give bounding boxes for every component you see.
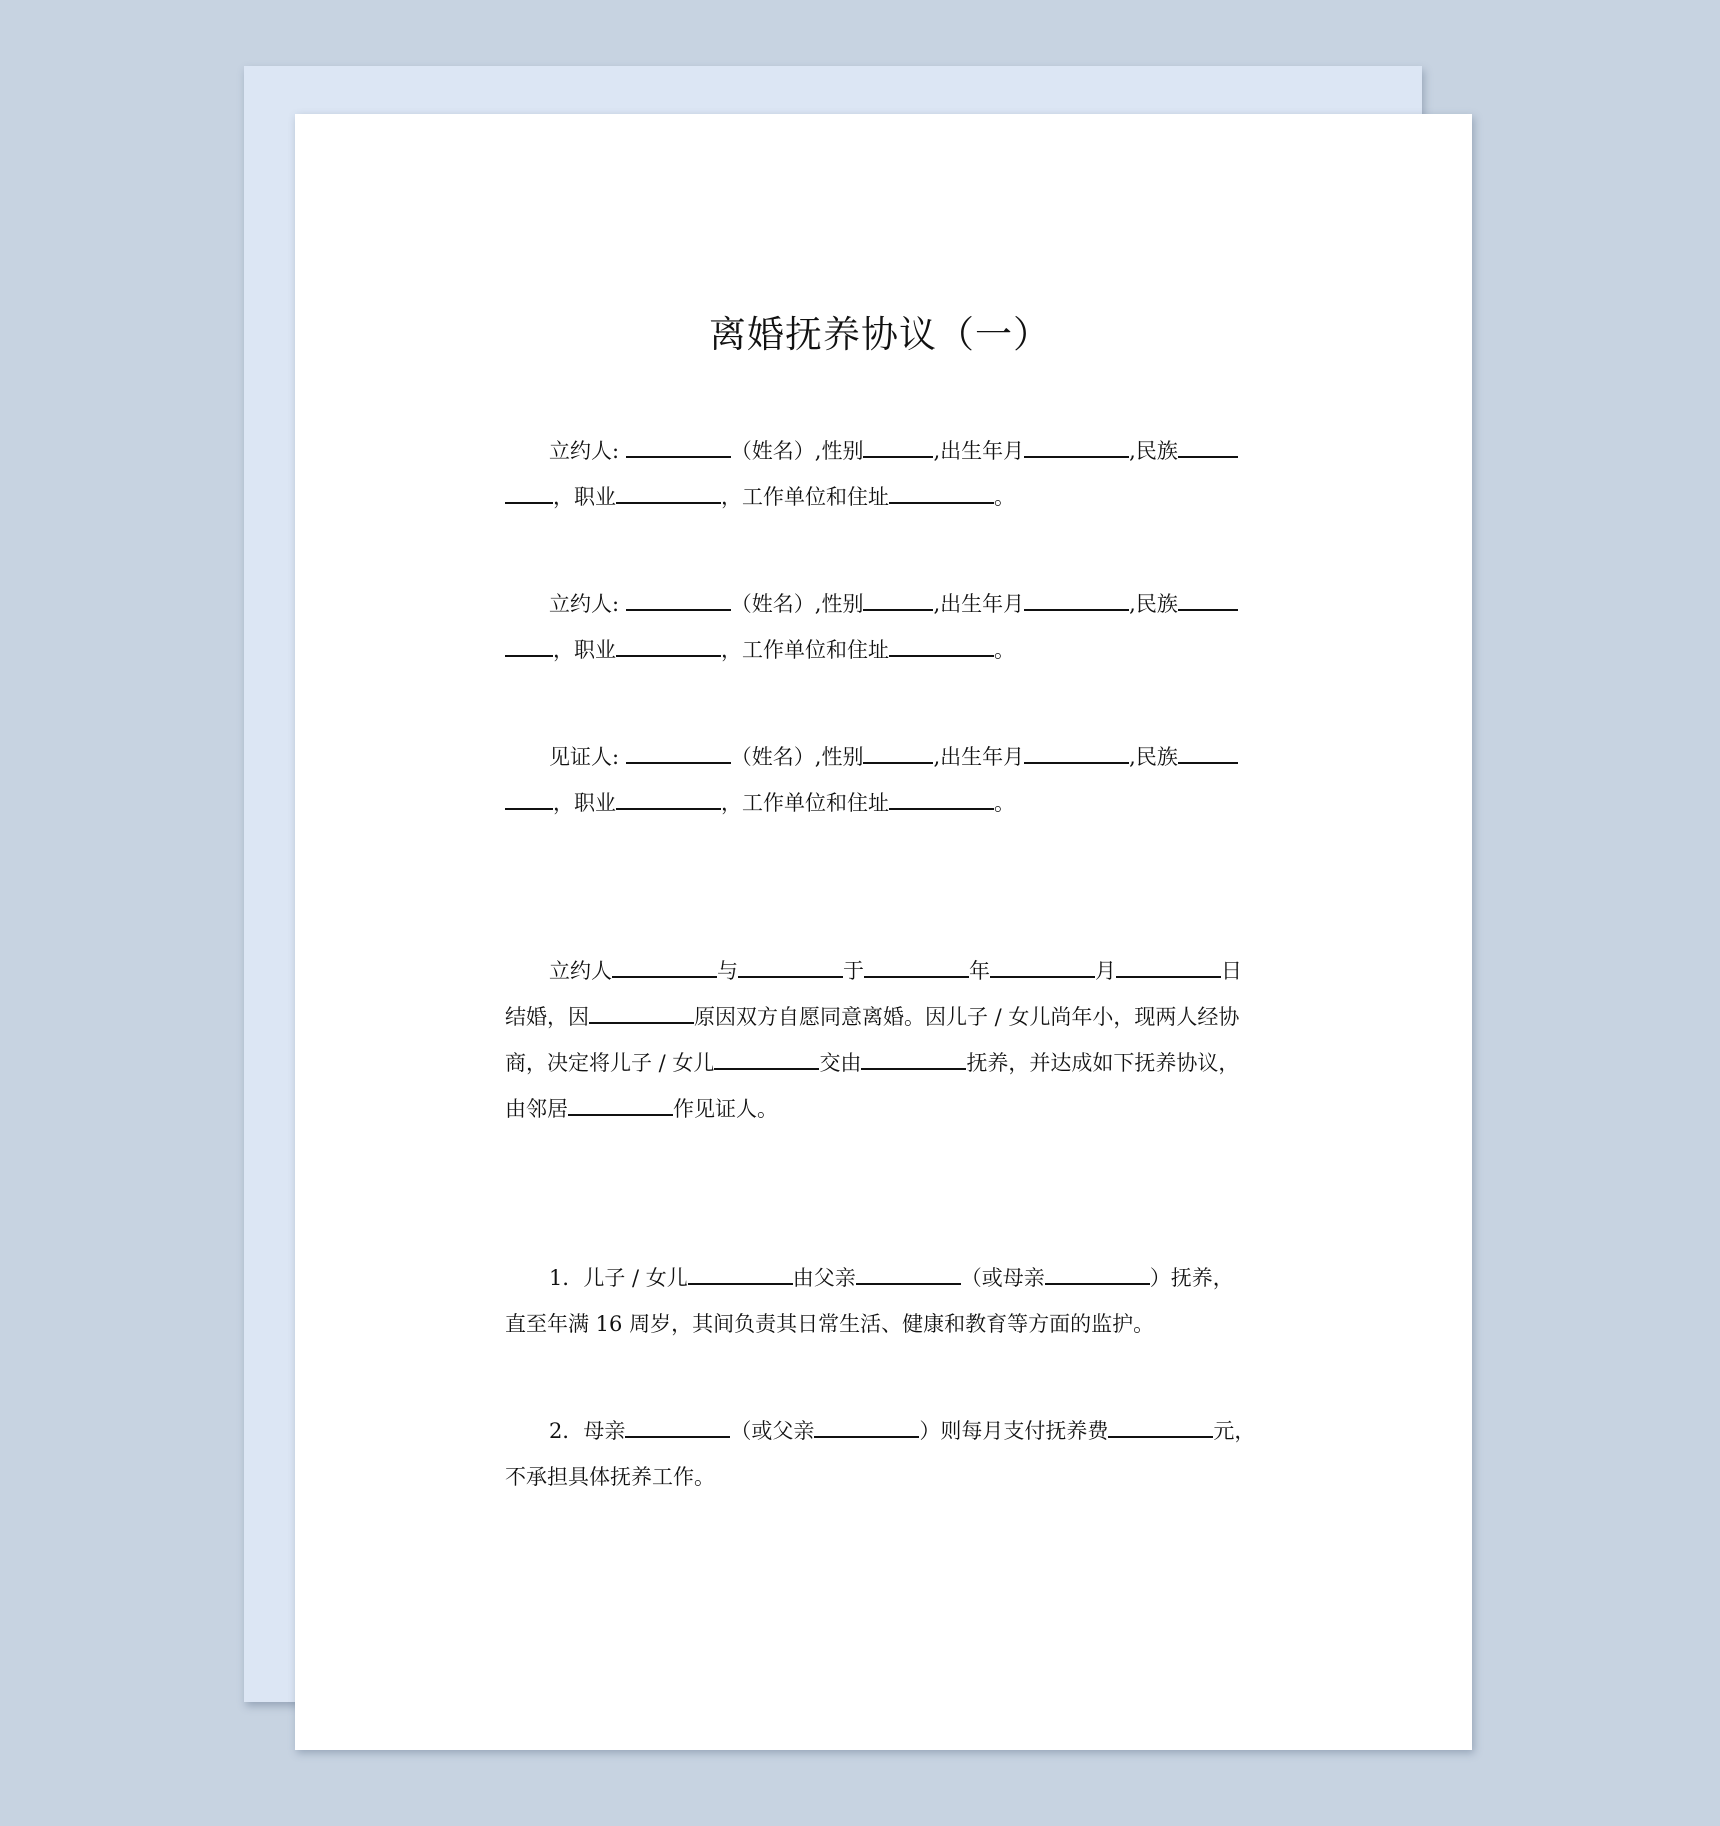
party-b-blank[interactable] [738, 956, 843, 978]
birth-blank[interactable] [1024, 436, 1129, 458]
mother-blank[interactable] [625, 1416, 730, 1438]
occupation-blank[interactable] [616, 635, 721, 657]
birth-blank[interactable] [1024, 742, 1129, 764]
ethnicity-blank-cont[interactable] [505, 788, 553, 810]
name-blank[interactable] [626, 742, 731, 764]
workplace-blank[interactable] [889, 635, 994, 657]
name-hint: （姓名） [730, 745, 815, 769]
child-name-blank[interactable] [688, 1263, 793, 1285]
ethnicity-blank[interactable] [1178, 742, 1238, 764]
day-blank[interactable] [1116, 956, 1221, 978]
guardian-blank[interactable] [861, 1048, 966, 1070]
ethnicity-blank-cont[interactable] [505, 482, 553, 504]
ethnicity-blank[interactable] [1178, 436, 1238, 458]
ethnicity-blank-cont[interactable] [505, 635, 553, 657]
clause-2: 2．母亲 （或父亲 ）则每月支付抚养费 元， 不承担具体抚养工作。 [505, 1408, 1275, 1500]
neighbor-blank[interactable] [568, 1094, 673, 1116]
gender-blank[interactable] [863, 742, 933, 764]
witness-block: 见证人: （姓名）,性别 ,出生年月 ,民族 ，职业 ，工作单位和住址 。 [505, 734, 1275, 826]
name-hint: （姓名） [730, 592, 815, 616]
reason-blank[interactable] [589, 1002, 694, 1024]
workplace-blank[interactable] [889, 788, 994, 810]
name-blank[interactable] [626, 589, 731, 611]
name-hint: （姓名） [730, 439, 815, 463]
child-blank[interactable] [714, 1048, 819, 1070]
father-blank[interactable] [814, 1416, 919, 1438]
gender-blank[interactable] [863, 589, 933, 611]
gender-blank[interactable] [863, 436, 933, 458]
amount-blank[interactable] [1108, 1416, 1213, 1438]
ethnicity-blank[interactable] [1178, 589, 1238, 611]
document-title: 离婚抚养协议（一） [709, 313, 1051, 356]
month-blank[interactable] [990, 956, 1095, 978]
workplace-blank[interactable] [889, 482, 994, 504]
name-blank[interactable] [626, 436, 731, 458]
party-role: 见证人 [549, 745, 612, 769]
year-blank[interactable] [864, 956, 969, 978]
agreement-paragraph: 立约人 与 于 年 月 日 结婚，因 原因双方自愿同意离婚。因儿子 / 女儿尚年小，现两人经协 商，决定将儿子 / 女儿 交由 抚养，并达成如下抚养协议， 由邻居 作见证人。 [505, 948, 1275, 1132]
party-a-blank[interactable] [612, 956, 717, 978]
party-role: 立约人 [549, 439, 612, 463]
party-role: 立约人 [549, 592, 612, 616]
occupation-blank[interactable] [616, 482, 721, 504]
birth-blank[interactable] [1024, 589, 1129, 611]
occupation-blank[interactable] [616, 788, 721, 810]
party-block-1: 立约人: （姓名）,性别 ,出生年月 ,民族 ，职业 ，工作单位和住址 。 [505, 428, 1275, 520]
party-block-2: 立约人: （姓名）,性别 ,出生年月 ,民族 ，职业 ，工作单位和住址 。 [505, 581, 1275, 673]
document-page [295, 114, 1472, 1750]
mother-blank[interactable] [1045, 1263, 1150, 1285]
clause-1: 1．儿子 / 女儿 由父亲 （或母亲 ）抚养， 直至年满 16 周岁，其间负责其日常生活、健康和教育等方面的监护。 [505, 1255, 1275, 1347]
father-blank[interactable] [856, 1263, 961, 1285]
